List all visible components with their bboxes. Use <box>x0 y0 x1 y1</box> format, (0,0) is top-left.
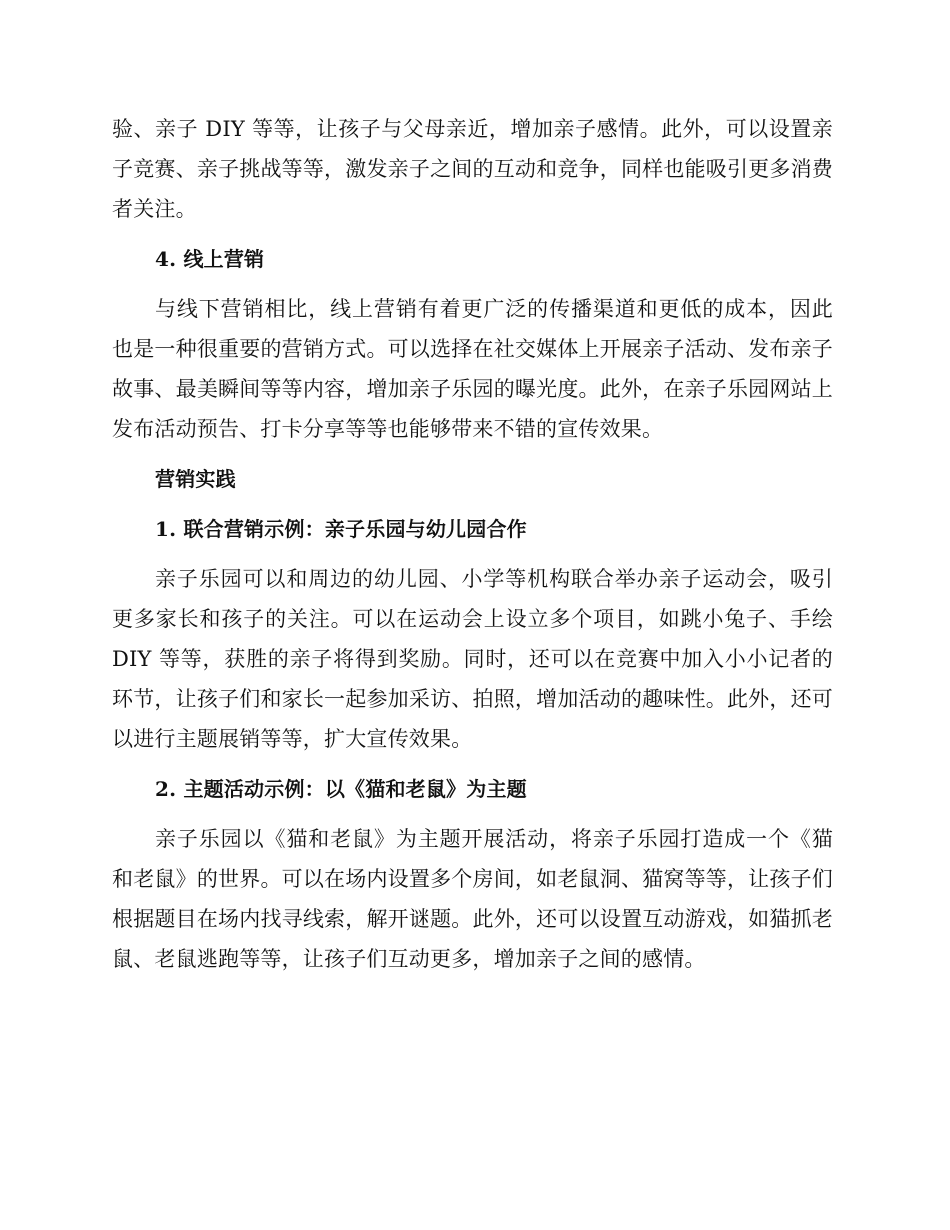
heading-marketing-practice: 营销实践 <box>155 467 236 491</box>
heading-joint-marketing-example: 1. 联合营销示例：亲子乐园与幼儿园合作 <box>155 517 527 541</box>
document-content <box>112 109 833 979</box>
paragraph-continued: 验、亲子 DIY 等等，让孩子与父母亲近，增加亲子感情。此外，可以设置亲子竞赛、亲子挑战等等，激发亲子之间的互动和竞争，同样也能吸引更多消费者关注。 <box>112 117 833 221</box>
heading-theme-activity-example: 2. 主题活动示例：以《猫和老鼠》为主题 <box>155 777 527 801</box>
paragraph-theme-activity-example: 亲子乐园以《猫和老鼠》为主题开展活动，将亲子乐园打造成一个《猫和老鼠》的世界。可以在场内设置多个房间，如老鼠洞、猫窝等等，让孩子们根据题目在场内找寻线索，解开谜题。此外，还可以设置互动游戏，如猫抓老鼠、老鼠逃跑等等，让孩子们互动更多，增加亲子之间的感情。 <box>112 827 833 971</box>
paragraph-online-marketing: 与线下营销相比，线上营销有着更广泛的传播渠道和更低的成本，因此也是一种很重要的营销方式。可以选择在社交媒体上开展亲子活动、发布亲子故事、最美瞬间等等内容，增加亲子乐园的曝光度。此外，在亲子乐园网站上发布活动预告、打卡分享等等也能够带来不错的宣传效果。 <box>112 297 833 441</box>
heading-online-marketing: 4. 线上营销 <box>155 247 265 271</box>
paragraph-joint-marketing-example: 亲子乐园可以和周边的幼儿园、小学等机构联合举办亲子运动会，吸引更多家长和孩子的关注。可以在运动会上设立多个项目，如跳小兔子、手绘 DIY 等等，获胜的亲子将得到奖励。同时，还可以在竞赛中加入小小记者的环节，让孩子们和家长一起参加采访、拍照，增加活动的趣味性。此外，还可以进行主题展销等等，扩大宣传效果。 <box>112 567 833 751</box>
